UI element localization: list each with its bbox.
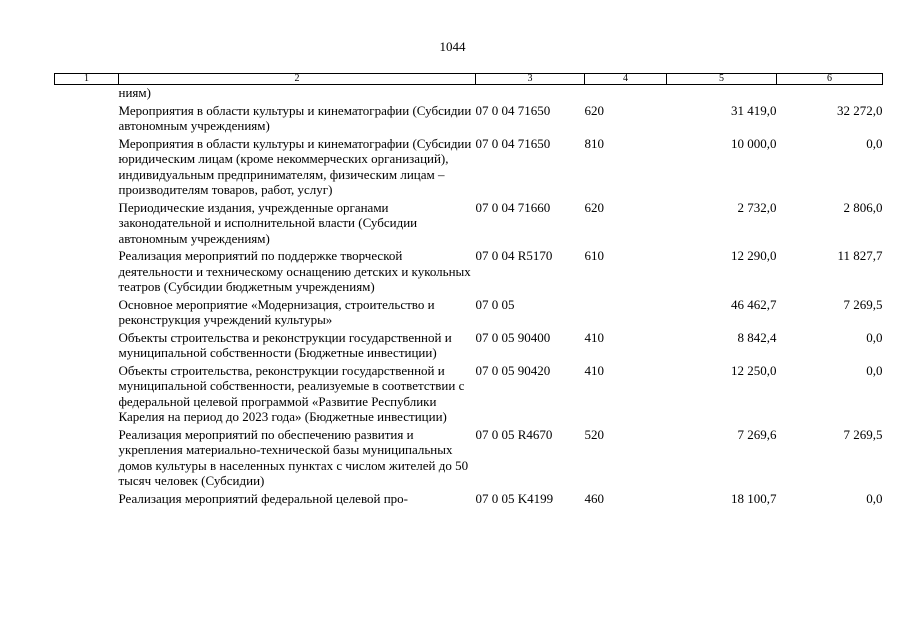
expense-type-cell: 810 bbox=[584, 135, 604, 151]
expense-type-cell: 410 bbox=[584, 362, 604, 378]
row-number-cell bbox=[55, 427, 119, 491]
table-row bbox=[55, 491, 883, 509]
amount-column-6-cell: 32 272,0 bbox=[837, 102, 883, 118]
target-code-cell: 07 0 05 bbox=[475, 296, 515, 312]
table-row bbox=[55, 200, 883, 249]
amount-column-6-cell bbox=[777, 85, 883, 103]
amount-column-5-cell: 46 462,7 bbox=[731, 296, 777, 312]
target-code-cell: 07 0 04 71650 bbox=[475, 102, 551, 118]
item-name-cell: Реализация мероприятий по поддержке творческой деятельности и техническому оснащению детских и кукольных театров (Субсидии бюджетным учреждениям) bbox=[118, 248, 471, 294]
item-name-cell: Объекты строительства и реконструкции государственной и муниципальной собственности (Бюджетные инвестиции) bbox=[118, 329, 452, 360]
row-number-cell bbox=[55, 136, 119, 200]
expense-type-cell: 620 bbox=[584, 102, 604, 118]
expense-type-cell: 620 bbox=[584, 199, 604, 215]
item-name-cell: Мероприятия в области культуры и кинематографии (Субсидии юридическим лицам (кроме некоммерческих организаций), индивидуальным предпринимателям, физическим лицам – производителям товаров, работ, услуг) bbox=[118, 135, 472, 197]
target-code-cell: 07 0 05 90400 bbox=[475, 329, 551, 345]
column-header-3: 3 bbox=[476, 74, 585, 85]
target-code-cell: 07 0 04 71650 bbox=[475, 135, 551, 151]
amount-column-6-cell: 2 806,0 bbox=[843, 199, 883, 215]
column-header-4: 4 bbox=[585, 74, 667, 85]
column-header-5: 5 bbox=[667, 74, 777, 85]
item-name-cell: Реализация мероприятий федеральной целевой про- bbox=[118, 490, 408, 506]
budget-table bbox=[54, 73, 883, 508]
amount-column-5-cell: 12 290,0 bbox=[731, 248, 777, 263]
amount-column-6-cell: 7 269,5 bbox=[843, 426, 883, 442]
amount-column-5-cell: 18 100,7 bbox=[731, 490, 777, 506]
expense-type-cell bbox=[585, 85, 667, 103]
table-row bbox=[55, 363, 883, 427]
amount-column-5-cell: 8 842,4 bbox=[737, 329, 777, 345]
target-code-cell: 07 0 04 R5170 bbox=[475, 248, 553, 263]
row-number-cell bbox=[55, 85, 119, 103]
amount-column-5-cell: 12 250,0 bbox=[731, 362, 777, 378]
amount-column-5-cell: 31 419,0 bbox=[731, 102, 777, 118]
amount-column-6-cell: 7 269,5 bbox=[843, 296, 883, 312]
item-name-cell: Основное мероприятие «Модернизация, строительство и реконструкция учреждений культуры» bbox=[118, 296, 435, 327]
column-header-2: 2 bbox=[119, 74, 476, 85]
amount-column-5-cell: 7 269,6 bbox=[737, 426, 777, 442]
table-row bbox=[55, 85, 883, 103]
row-number-cell bbox=[55, 330, 119, 363]
column-header-1: 1 bbox=[55, 74, 119, 85]
amount-column-6-cell: 0,0 bbox=[866, 362, 883, 378]
target-code-cell: 07 0 05 R4670 bbox=[475, 426, 553, 442]
item-name-cell: Мероприятия в области культуры и кинематографии (Субсидии автономным учреждениям) bbox=[118, 102, 472, 133]
table-row bbox=[55, 427, 883, 491]
table-body bbox=[55, 85, 883, 509]
table-row bbox=[55, 136, 883, 200]
amount-column-6-cell: 0,0 bbox=[866, 490, 883, 506]
row-number-cell bbox=[55, 363, 119, 427]
amount-column-6-cell: 11 827,7 bbox=[837, 248, 883, 263]
expense-type-cell: 460 bbox=[584, 490, 604, 506]
target-code-cell: 07 0 05 90420 bbox=[475, 362, 551, 378]
row-number-cell bbox=[55, 491, 119, 509]
target-code-cell: 07 0 05 K4199 bbox=[475, 490, 554, 506]
expense-type-cell: 520 bbox=[584, 426, 604, 442]
amount-column-6-cell: 0,0 bbox=[866, 329, 883, 345]
table-row bbox=[55, 103, 883, 136]
row-number-cell bbox=[55, 297, 119, 330]
table-row bbox=[55, 297, 883, 330]
row-number-cell bbox=[55, 103, 119, 136]
page-number: 1044 bbox=[439, 39, 466, 54]
item-name-cell: Периодические издания, учрежденные органами законодательной и исполнительной власти (Субсидии автономным учреждениям) bbox=[118, 199, 418, 246]
amount-column-5-cell: 2 732,0 bbox=[737, 199, 777, 215]
table-row bbox=[55, 330, 883, 363]
row-number-cell bbox=[55, 200, 119, 249]
amount-column-5-cell: 10 000,0 bbox=[731, 135, 777, 151]
table-row bbox=[55, 248, 883, 297]
target-code-cell bbox=[476, 85, 585, 103]
row-number-cell bbox=[55, 248, 119, 297]
item-name-cell: Реализация мероприятий по обеспечению развития и укрепления материально-технической базы муниципальных домов культуры в населенных пунктах с числом жителей до 50 тысяч человек (Субсидии) bbox=[118, 426, 469, 488]
amount-column-5-cell bbox=[667, 85, 777, 103]
target-code-cell: 07 0 04 71660 bbox=[475, 199, 551, 215]
item-name-cell: Объекты строительства, реконструкции государственной и муниципальной собственности, реализуемые в соответствии с федеральной целевой программой «Развитие Республики Карелия на период до 2023 года» (Бюджетные инвестиции) bbox=[118, 362, 465, 424]
item-name-cell: ниям) bbox=[118, 85, 151, 100]
expense-type-cell: 610 bbox=[584, 248, 604, 263]
amount-column-6-cell: 0,0 bbox=[866, 135, 883, 151]
expense-type-cell: 410 bbox=[584, 329, 604, 345]
expense-type-cell bbox=[585, 297, 667, 330]
column-header-6: 6 bbox=[777, 74, 883, 85]
column-number-row bbox=[55, 74, 883, 85]
